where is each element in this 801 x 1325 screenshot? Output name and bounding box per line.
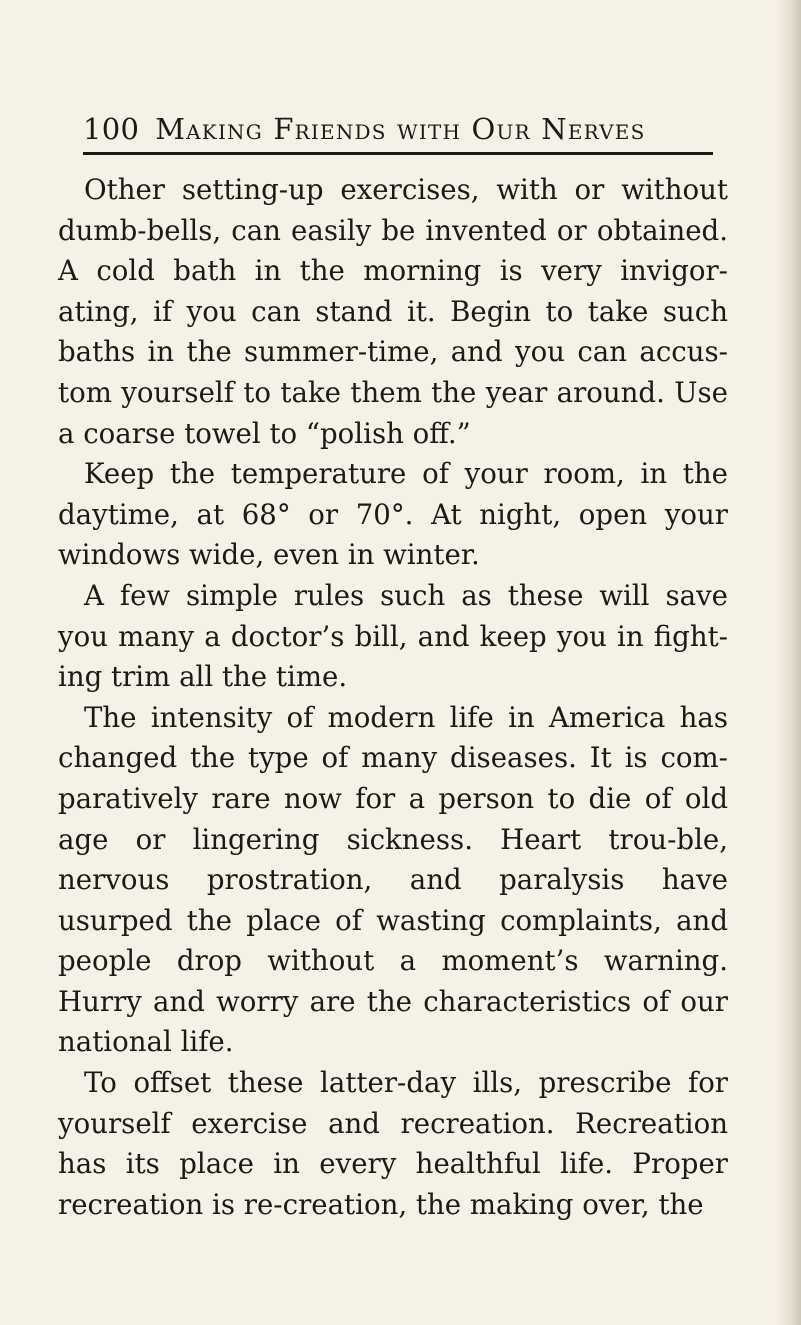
page-number: 100 xyxy=(83,112,140,146)
paragraph: Other setting-up exercises, with or without dumb-bells, can easily be invented or obtained. A cold bath in the morning is very invigor-ating, if you can stand it. Begin to take such baths in the summer-time, and you can accus-tom yourself to take them the year around. Use a coarse towel to “polish off.” xyxy=(58,173,728,450)
paragraph: To offset these latter-day ills, prescribe for yourself exercise and recreation. Recreation has its place in every healthful life. Proper recreation is re-creation, the making over, the xyxy=(58,1066,728,1221)
page-edge-shadow xyxy=(775,0,801,1325)
header-rule xyxy=(83,152,713,155)
running-title: Making Friends with Our Nerves xyxy=(155,112,646,146)
paragraph: A few simple rules such as these will save you many a doctor’s bill, and keep you in fight-ing trim all the time. xyxy=(58,578,728,694)
paragraph: Keep the temperature of your room, in the daytime, at 68° or 70°. At night, open your windows wide, even in winter. xyxy=(58,457,728,572)
body-text xyxy=(58,170,728,1225)
paragraph: The intensity of modern life in America has changed the type of many diseases. It is com-paratively rare now for a person to die of old age or lingering sickness. Heart trou-ble, nervous prostration, and paralysis have usurped the place of wasting complaints, and people drop without a moment’s warning. Hurry and worry are the characteristics of our national life. xyxy=(58,700,728,1059)
